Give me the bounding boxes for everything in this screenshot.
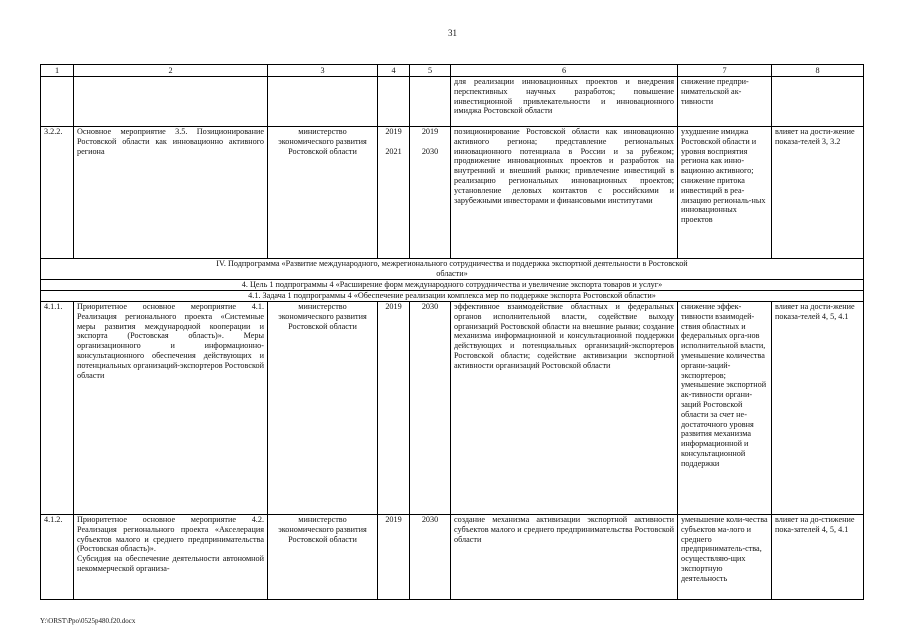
- measure-name: Приоритетное основное мероприятие 4.1. Реализация регионального проекта «Системные меры развития международной кооперации и экспорта (Ростовская область)». Меры организационного и информационно-консультационного обеспечения действующих и потенциальных организаций-экспортеров Ростовской области: [74, 302, 268, 515]
- measure-name-subsidy: Субсидия на обеспечение деятельности автономной некоммерческой организа-: [77, 554, 264, 573]
- risk: снижение эффек-тивности взаимодей-ствия областных и федеральных орга-нов исполнительной власти, уменьшение количества органи-заций-экспортеров; уменьшение экспортной ак-тивности органи-заций Ростовской области за счет не-достаточного уровня развития механизма информационной и консультационной поддержки: [678, 302, 772, 515]
- indicator-link: влияет на дости-жение показа-телей 4, 5, 4.1: [772, 302, 864, 515]
- task-title: 4.1. Задача 1 подпрограммы 4 «Обеспечение реализации комплекса мер по поддержке экспорта Ростовской области»: [41, 291, 864, 302]
- col-header: 2: [74, 65, 268, 77]
- col-header: 5: [410, 65, 451, 77]
- end-year: 2030: [410, 515, 451, 600]
- executor: министерство экономического развития Ростовской области: [268, 515, 378, 600]
- end-year-1: 2019: [421, 127, 439, 136]
- file-path-footer: Y:\ORST\Ppo\0525p480.f20.docx: [40, 617, 136, 625]
- task-row: [41, 291, 864, 302]
- indicator-link: влияет на дости-жение показа-телей 3, 3.2: [772, 127, 864, 259]
- subprogram-row: [41, 259, 864, 280]
- col-header: 4: [378, 65, 410, 77]
- table-row: [41, 515, 864, 600]
- col-header: 3: [268, 65, 378, 77]
- risk: уменьшение коли-чества субъектов ма-лого и среднего предприниматель-ства, осуществляю-щих экспортную деятельность: [678, 515, 772, 600]
- measures-table: [40, 64, 864, 600]
- measure-name: [74, 515, 268, 600]
- start-year: 2019: [378, 302, 410, 515]
- goal-row: [41, 280, 864, 291]
- executor: министерство экономического развития Ростовской области: [268, 302, 378, 515]
- table-row: [41, 302, 864, 515]
- expected-result: создание механизма активизации экспортной активности субъектов малого и среднего предпринимательства Ростовской области: [451, 515, 678, 600]
- subprogram-title: IV. Подпрограмма «Развитие международного, межрегионального сотрудничества и поддержка экспортной деятельности в Ростовской области»: [41, 259, 864, 280]
- page-number: 31: [448, 28, 457, 38]
- table-row-continuation: [41, 77, 864, 127]
- column-number-row: [41, 65, 864, 77]
- measure-name-text: Приоритетное основное мероприятие 4.2. Реализация регионального проекта «Акселерация субъектов малого и среднего предпринимательства (Ростовская область)».: [77, 515, 264, 554]
- risk: ухудшение имиджа Ростовской области и уровня восприятия региона как инно-вационно активного; снижение притока инвестиций в реа-лизацию региональ-ных инновационных проектов: [678, 127, 772, 259]
- end-year: [410, 127, 451, 259]
- expected-result: эффективное взаимодействие областных и федеральных органов исполнительной власти, содействие выходу организаций Ростовской области на внешние рынки; создание механизма информационной и консультационной поддержки действующих и потенциальных организаций-экспортеров Ростовской области; содействие активизации экспортной активности организаций Ростовской области: [451, 302, 678, 515]
- row-number: 4.1.2.: [41, 515, 74, 600]
- start-year: [378, 127, 410, 259]
- col-header: 8: [772, 65, 864, 77]
- expected-result-cell: для реализации инновационных проектов и внедрения перспективных научных разработок; повышение инвестиционной привлекательности и инновационного имиджа Ростовской области: [451, 77, 678, 127]
- indicator-link: влияет на до-стижение пока-зателей 4, 5, 4.1: [772, 515, 864, 600]
- table-row: [41, 127, 864, 259]
- goal-title: 4. Цель 1 подпрограммы 4 «Расширение форм международного сотрудничества и увеличение экспорта товаров и услуг»: [41, 280, 864, 291]
- start-year-2: 2021: [385, 146, 402, 156]
- measure-name: Основное мероприятие 3.5. Позиционирование Ростовской области как инновационно активного региона: [74, 127, 268, 259]
- col-header: 1: [41, 65, 74, 77]
- row-number: 4.1.1.: [41, 302, 74, 515]
- end-year: 2030: [410, 302, 451, 515]
- executor: министерство экономического развития Ростовской области: [268, 127, 378, 259]
- risk-cell: снижение предпри-нимательской ак-тивности: [678, 77, 772, 127]
- end-year-2: 2030: [421, 146, 439, 156]
- row-number: 3.2.2.: [41, 127, 74, 259]
- start-year: 2019: [378, 515, 410, 600]
- col-header: 6: [451, 65, 678, 77]
- expected-result: позиционирование Ростовской области как инновационно активного региона; представление региональных инновационного потенциала в России и за рубежом; продвижение инновационных проектов и разработок на внутренний и внешний рынки; привлечение инвестиций в реализацию региональных инновационных проектов; установление деловых контактов с российскими и зарубежными инвесторами и финансовыми институтами: [451, 127, 678, 259]
- col-header: 7: [678, 65, 772, 77]
- start-year-1: 2019: [385, 127, 402, 136]
